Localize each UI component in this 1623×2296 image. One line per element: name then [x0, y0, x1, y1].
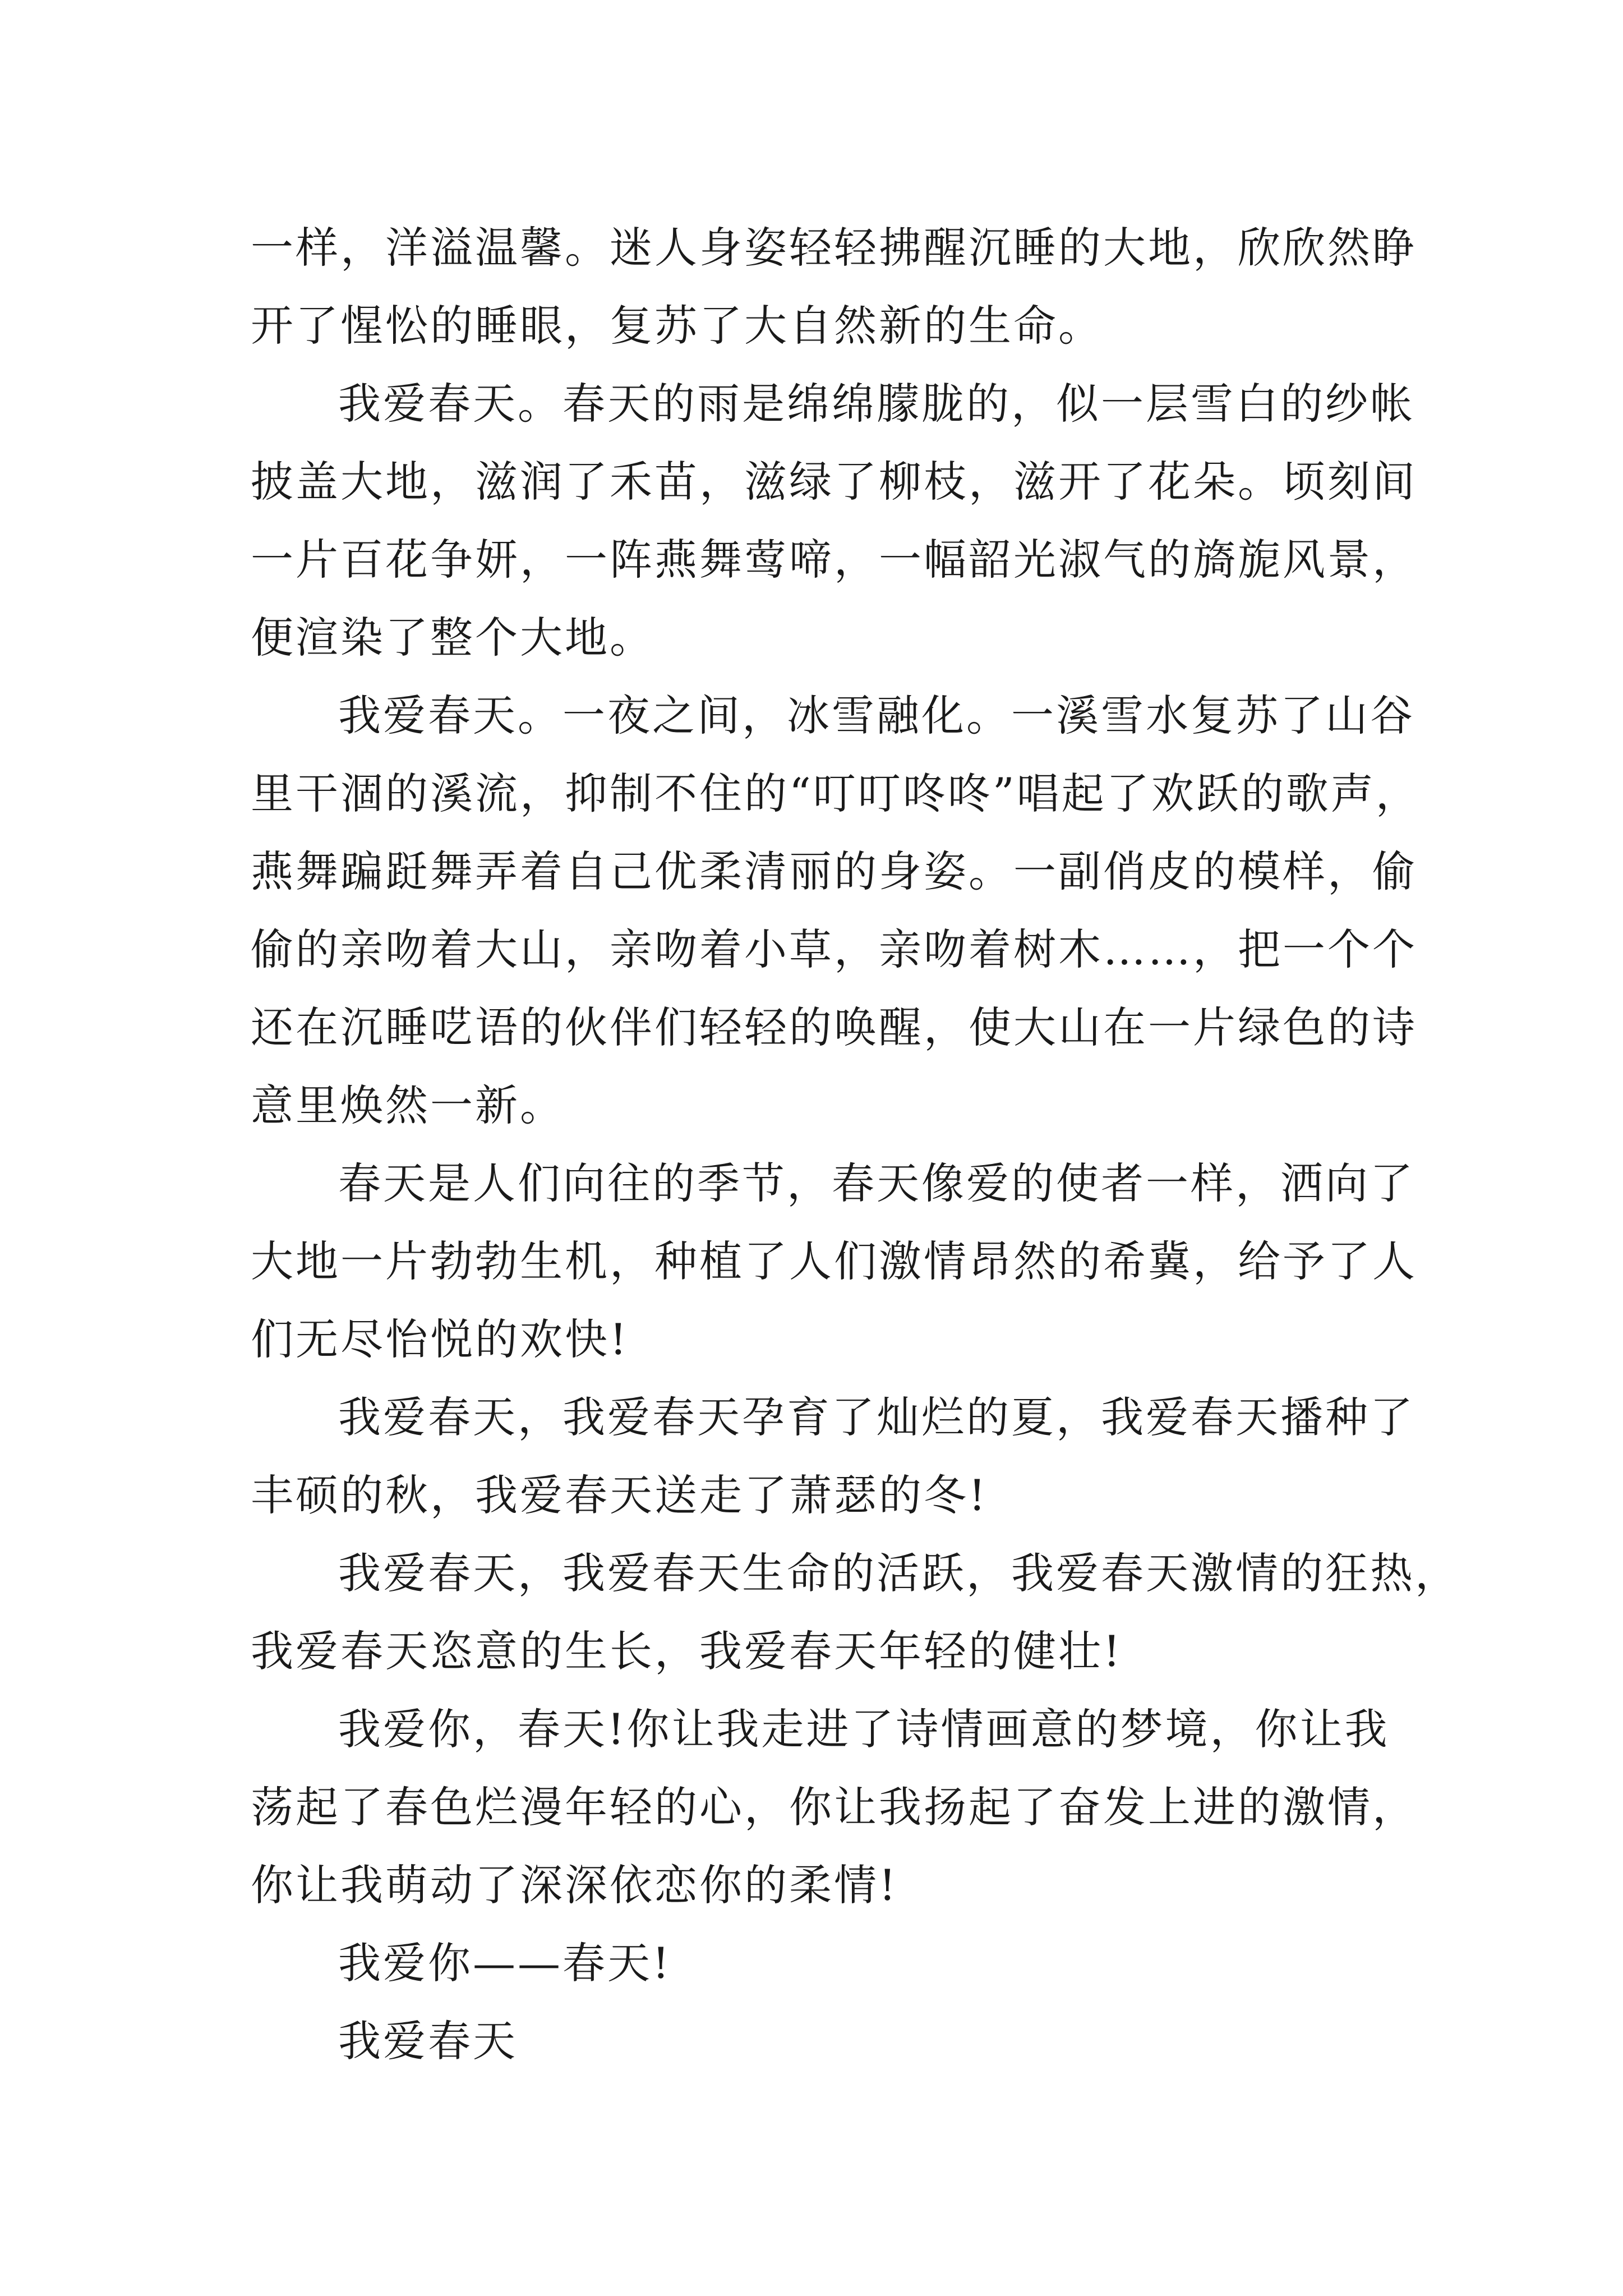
text-line: 我爱春天。春天的雨是绵绵朦胧的，似一层雪白的纱帐 — [338, 379, 1415, 429]
text-line: 我爱你——春天! — [338, 1938, 672, 1988]
text-line: 偷的亲吻着大山，亲吻着小草，亲吻着树木……，把一个个 — [251, 924, 1417, 974]
paragraph — [251, 1690, 1417, 1924]
text-line: 我爱春天恣意的生长，我爱春天年轻的健壮! — [251, 1626, 1123, 1676]
text-line: 荡起了春色烂漫年轻的心，你让我扬起了奋发上进的激情， — [251, 1782, 1417, 1832]
paragraph — [251, 365, 1417, 677]
text-line: 里干涸的溪流，抑制不住的“叮叮咚咚”唱起了欢跃的歌声， — [251, 769, 1421, 818]
paragraph — [251, 677, 1421, 1144]
paragraph — [251, 1144, 1417, 1378]
text-line: 我爱你，春天!你让我走进了诗情画意的梦境，你让我 — [338, 1704, 1390, 1754]
paragraph — [251, 1534, 1460, 1690]
text-line: 燕舞蹁跹舞弄着自己优柔清丽的身姿。一副俏皮的模样，偷 — [251, 846, 1417, 896]
paragraph — [251, 1378, 1415, 1534]
text-line: 还在沉睡呓语的伙伴们轻轻的唤醒，使大山在一片绿色的诗 — [251, 1002, 1417, 1052]
text-line: 意里焕然一新。 — [251, 1080, 565, 1130]
paragraph — [251, 2002, 1384, 2080]
document-body — [251, 209, 1460, 2080]
text-line: 大地一片勃勃生机，种植了人们激情昂然的希冀，给予了人 — [251, 1236, 1417, 1286]
text-line: 们无尽怡悦的欢快! — [251, 1314, 629, 1364]
text-line: 我爱春天 — [338, 2016, 518, 2066]
text-line: 我爱春天。一夜之间，冰雪融化。一溪雪水复苏了山谷 — [338, 691, 1415, 740]
paragraph — [251, 209, 1417, 365]
text-line: 开了惺忪的睡眼，复苏了大自然新的生命。 — [251, 301, 1103, 351]
text-line: 便渲染了整个大地。 — [251, 613, 654, 662]
text-line: 披盖大地，滋润了禾苗，滋绿了柳枝，滋开了花朵。顷刻间 — [251, 457, 1417, 507]
text-line: 我爱春天，我爱春天生命的活跃，我爱春天激情的狂热， — [338, 1548, 1460, 1598]
text-line: 我爱春天，我爱春天孕育了灿烂的夏，我爱春天播种了 — [338, 1392, 1415, 1442]
text-line: 一片百花争妍，一阵燕舞莺啼，一幅韶光淑气的旖旎风景， — [251, 535, 1417, 585]
text-line: 丰硕的秋，我爱春天送走了萧瑟的冬! — [251, 1470, 988, 1520]
text-line: 你让我萌动了深深依恋你的柔情! — [251, 1860, 898, 1910]
text-line: 一样，洋溢温馨。迷人身姿轻轻拂醒沉睡的大地，欣欣然睁 — [251, 223, 1417, 273]
text-line: 春天是人们向往的季节，春天像爱的使者一样，洒向了 — [338, 1158, 1415, 1208]
paragraph — [251, 1924, 1384, 2002]
